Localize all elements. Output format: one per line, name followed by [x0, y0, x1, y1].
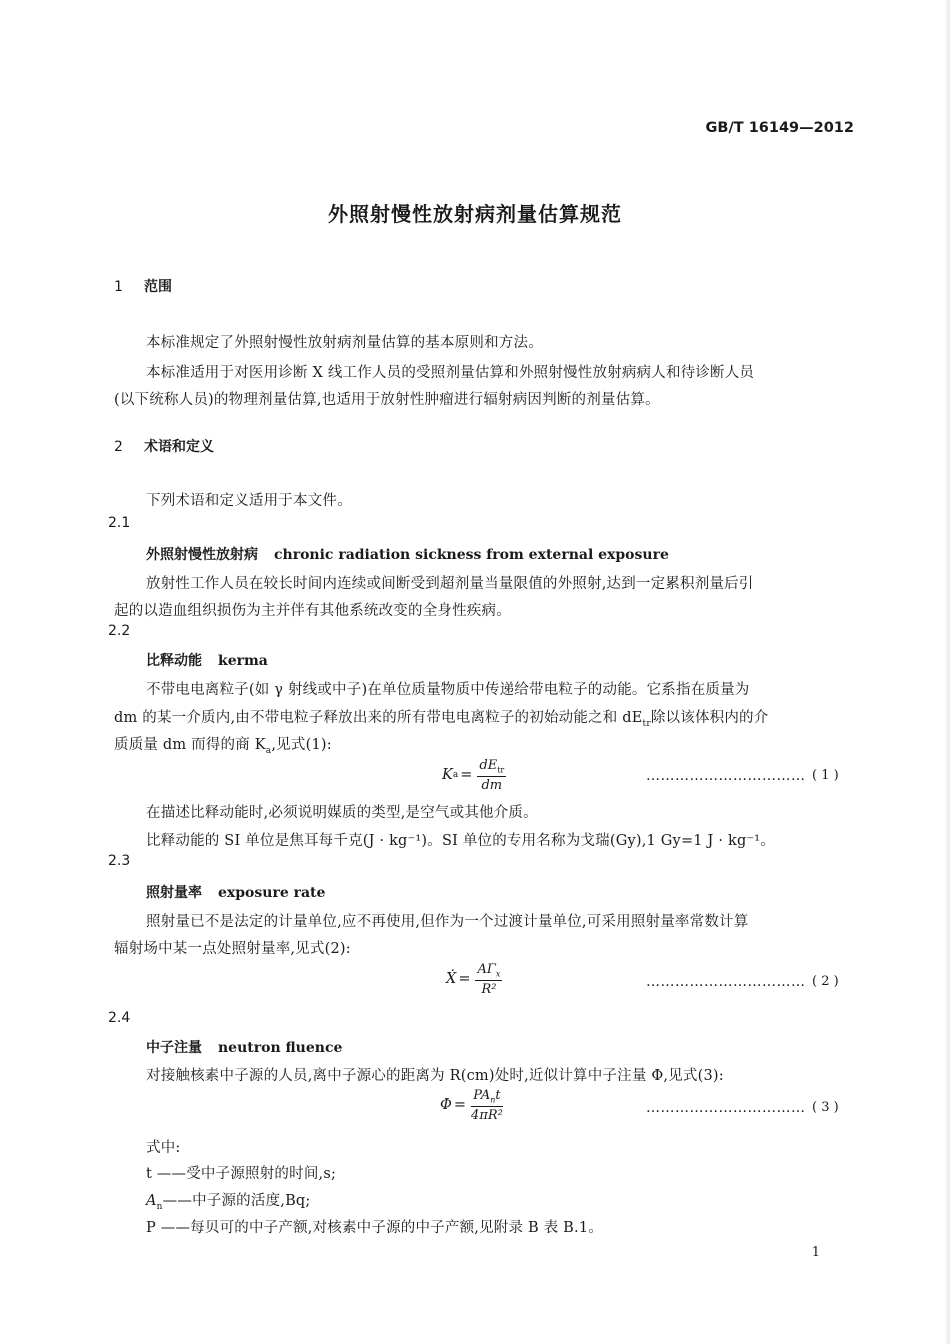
section-number: 2: [114, 439, 123, 455]
text: A: [146, 1193, 157, 1209]
paragraph: 起的以造血组织损伤为主并伴有其他系统改变的全身性疾病。: [114, 603, 511, 619]
numerator: [477, 758, 506, 777]
text: 除以该体积内的介: [650, 710, 769, 726]
clause-number: 2.2: [108, 623, 131, 639]
clause-number: 2.3: [108, 853, 131, 869]
paragraph: (以下统称人员)的物理剂量估算,也适用于放射性肿瘤进行辐射病因判断的剂量估算。: [114, 392, 660, 408]
equals-sign: =: [458, 971, 471, 988]
equals-sign: =: [460, 767, 473, 784]
paragraph: 不带电电离粒子(如 γ 射线或中子)在单位质量物质中传递给带电粒子的动能。它系指在质量为: [146, 682, 750, 698]
paragraph: [114, 733, 332, 756]
formula-lhs: Ẋ: [446, 971, 457, 988]
paragraph: 辐射场中某一点处照射量率,见式(2):: [114, 941, 351, 957]
fraction: [477, 758, 506, 793]
paragraph: 比释动能的 SI 单位是焦耳每千克(J · kg⁻¹)。SI 单位的专用名称为戈瑞(Gy),1 Gy=1 J · kg⁻¹。: [146, 833, 776, 849]
section-title: 范围: [144, 279, 172, 295]
term-english: neutron fluence: [218, 1040, 343, 1056]
subscript: n: [156, 1201, 163, 1212]
paragraph: 下列术语和定义适用于本文件。: [146, 493, 352, 509]
subscript: a: [452, 770, 459, 781]
numerator: [471, 1088, 502, 1107]
formula-lhs: Φ: [440, 1097, 452, 1114]
text: 质质量 dm 而得的商 K: [114, 737, 266, 753]
equation-number: ( 1 ): [812, 768, 839, 783]
subscript: tr: [642, 718, 651, 729]
leader-dots: ……………………………: [646, 974, 806, 990]
term-heading: [146, 1037, 342, 1057]
denominator: R²: [481, 981, 497, 997]
variable-definition: t ——受中子源照射的时间,s;: [146, 1166, 337, 1182]
paragraph: 照射量已不是法定的计量单位,应不再使用,但作为一个过渡计量单位,可采用照射量率常数计算: [146, 914, 749, 930]
paragraph: 在描述比释动能时,必须说明媒质的类型,是空气或其他介质。: [146, 805, 538, 821]
clause-number: 2.1: [108, 515, 131, 531]
denominator: dm: [481, 777, 503, 793]
formula-2: [446, 962, 502, 997]
paragraph: 式中:: [146, 1140, 181, 1156]
paragraph: 本标准适用于对医用诊断 X 线工作人员的受照剂量估算和外照射慢性放射病病人和待诊断人员: [146, 365, 755, 381]
term-chinese: 外照射慢性放射病: [146, 547, 258, 563]
term-chinese: 中子注量: [146, 1040, 202, 1056]
term-chinese: 照射量率: [146, 885, 202, 901]
formula-lhs: K: [442, 767, 453, 784]
text: dm 的某一介质内,由不带电粒子释放出来的所有带电电离粒子的初始动能之和 dE: [114, 710, 643, 726]
text: dE: [479, 758, 498, 773]
term-heading: [146, 650, 268, 670]
text: ,见式(1):: [271, 737, 332, 753]
subscript: a: [265, 745, 272, 756]
standard-number: GB/T 16149—2012: [705, 120, 854, 136]
term-english: kerma: [218, 653, 268, 669]
paragraph: 放射性工作人员在较长时间内连续或间断受到超剂量当量限值的外照射,达到一定累积剂量后引: [146, 576, 754, 592]
term-english: exposure rate: [218, 885, 326, 901]
leader-dots: ……………………………: [646, 1100, 806, 1116]
term-chinese: 比释动能: [146, 653, 202, 669]
subscript: n: [490, 1095, 496, 1105]
page-number: 1: [811, 1245, 820, 1260]
section-number: 1: [114, 279, 123, 295]
text: AΓ: [477, 962, 496, 977]
text: t: [495, 1088, 501, 1103]
section-title: 术语和定义: [144, 439, 214, 455]
equation-number: ( 3 ): [812, 1100, 839, 1115]
variable-definition: [146, 1189, 311, 1212]
leader-dots: ……………………………: [646, 768, 806, 784]
formula-3: [440, 1088, 503, 1123]
equation-number: ( 2 ): [812, 974, 839, 989]
paragraph: 本标准规定了外照射慢性放射病剂量估算的基本原则和方法。: [146, 335, 543, 351]
section-1-heading: [114, 276, 172, 296]
section-2-heading: [114, 436, 214, 456]
clause-number: 2.4: [108, 1010, 131, 1026]
denominator: 4πR²: [471, 1107, 503, 1123]
fraction: [471, 1088, 503, 1123]
paragraph: [114, 706, 768, 729]
paragraph: 对接触核素中子源的人员,离中子源心的距离为 R(cm)处时,近似计算中子注量 Φ,见式(3):: [146, 1068, 724, 1084]
document-title: 外照射慢性放射病剂量估算规范: [328, 202, 622, 226]
variable-definition: P ——每贝可的中子产额,对核素中子源的中子产额,见附录 B 表 B.1。: [146, 1220, 603, 1236]
text: PA: [473, 1088, 491, 1103]
numerator: [475, 962, 502, 981]
term-english: chronic radiation sickness from external exposure: [274, 547, 669, 563]
subscript: x: [495, 969, 501, 979]
term-heading: [146, 544, 669, 564]
text: ——中子源的活度,Bq;: [162, 1193, 311, 1209]
subscript: tr: [497, 765, 505, 775]
fraction: [475, 962, 502, 997]
equals-sign: =: [453, 1097, 467, 1114]
term-heading: [146, 882, 325, 902]
formula-1: [442, 758, 506, 793]
